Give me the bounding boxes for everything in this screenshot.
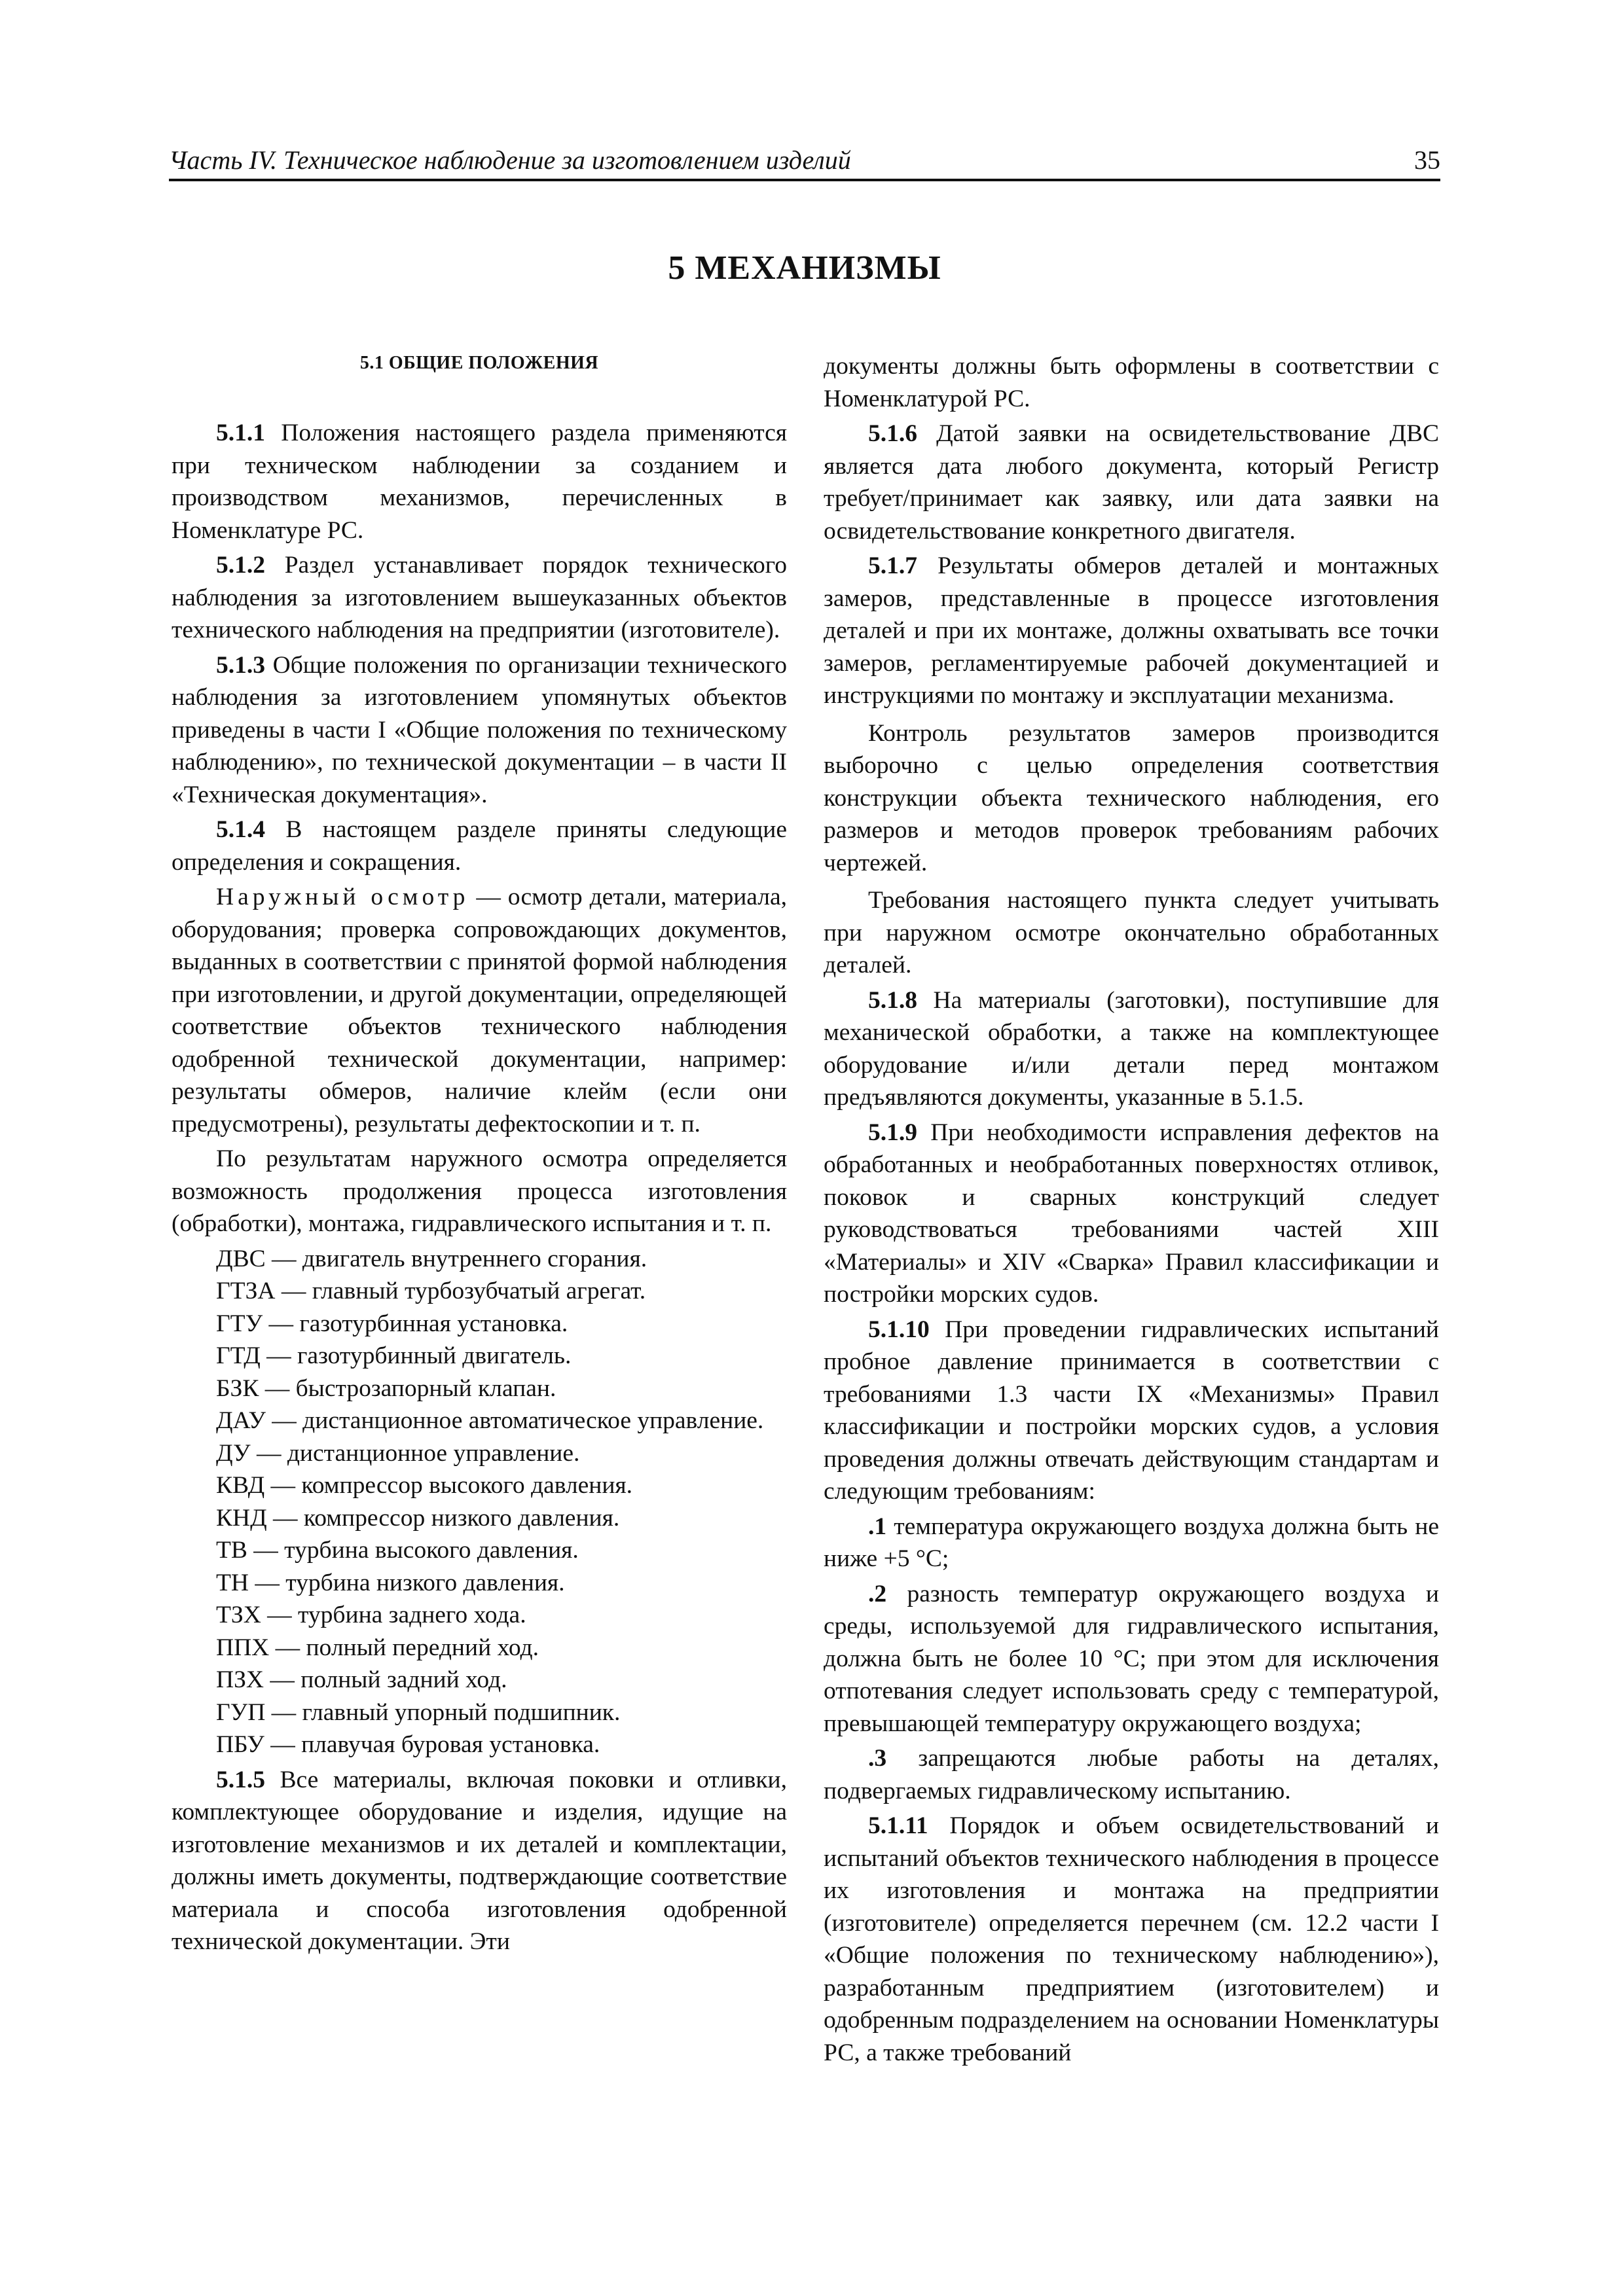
clause-number: 5.1.5 [216, 1766, 265, 1793]
abbreviation-item: КВД — компрессор высокого давления. [216, 1472, 633, 1499]
clause-number: 5.1.3 [216, 651, 265, 679]
clause-number: 5.1.1 [216, 420, 265, 446]
abbreviation-item: ГУП — главный упорный подшипник. [216, 1698, 621, 1726]
section-heading: 5.1 ОБЩИЕ ПОЛОЖЕНИЯ [359, 353, 599, 373]
abbreviation-item: ГТУ — газотурбинная установка. [216, 1310, 568, 1337]
clause-number: 5.1.9 [868, 1119, 917, 1146]
paragraph-5-1-2 [172, 549, 787, 647]
item-text: разность температур окружающего воздуха и среды, используемой для гидравлического испытания, должна быть не более 10 °С; при этом для исключения отпотевания следует использовать среду с температурой, превышающей температуру окружающего воздуха; [824, 1580, 1439, 1737]
running-title: Часть IV. Техническое наблюдение за изготовлением изделий [169, 145, 851, 175]
paragraph-text: В настоящем разделе приняты следующие определения и сокращения. [172, 816, 787, 876]
abbreviation-item: ДУ — дистанционное управление. [216, 1439, 580, 1467]
clause-number: 5.1.8 [868, 986, 917, 1014]
paragraph-text: Датой заявки на освидетельствование ДВС является дата любого документа, который Регистр требует/принимает как заявку, или дата заявки на освидетельствование конкретного двигателя. [824, 420, 1439, 545]
paragraph-5-1-1 [172, 417, 787, 547]
abbreviation-item: ТВ — турбина высокого давления. [216, 1537, 579, 1564]
item-number: .3 [868, 1745, 887, 1772]
abbreviation-item: ГТЗА — главный турбозубчатый агрегат. [216, 1278, 646, 1304]
item-text: температура окружающего воздуха должна быть не ниже +5 °С; [824, 1513, 1439, 1572]
paragraph-5-1-11 [824, 1810, 1439, 2069]
paragraph-5-1-9 [824, 1117, 1439, 1311]
item-text: запрещаются любые работы на деталях, подвергаемых гидравлическому испытанию. [824, 1745, 1439, 1804]
clause-number: 5.1.6 [868, 420, 917, 447]
left-column [172, 350, 787, 1961]
clause-number: 5.1.7 [868, 552, 917, 579]
item-number: .1 [868, 1513, 887, 1540]
abbreviation-item: ТН — турбина низкого давления. [216, 1569, 565, 1596]
right-column [824, 350, 1439, 2072]
paragraph-5-1-6 [824, 418, 1439, 547]
paragraph-5-1-5 [172, 1764, 787, 1958]
paragraph-5-1-10 [824, 1314, 1439, 1508]
item-number: .2 [868, 1580, 887, 1607]
paragraph-5-1-5-continued: документы должны быть оформлены в соответствии с Номенклатурой РС. [824, 353, 1439, 412]
definition-visual-inspection [172, 881, 787, 1140]
paragraph-text: Порядок и объем освидетельствований и испытаний объектов технического наблюдения в процессе их изготовления и монтажа на предприятии (изготовителе) определяется перечнем (см. 12.2 части I «Общие положения по техническому наблюдению»), разработанным предприятием (изготовителем) и одобренным подразделением на основании Номенклатуры РС, а также требований [824, 1812, 1439, 2066]
paragraph-text: На материалы (заготовки), поступившие для механической обработки, а также на комплектующее оборудование и/или детали перед монтажом предъявляются документы, указанные в 5.1.5. [824, 986, 1439, 1111]
list-item-2 [824, 1578, 1439, 1740]
paragraph-text: Результаты обмеров деталей и монтажных замеров, представленные в процессе изготовления деталей и при их монтаже, должны охватывать все точки замеров, регламентируемые рабочей документацией и инструкциями по монтажу и эксплуатации механизма. [824, 552, 1439, 709]
paragraph-text: Все материалы, включая поковки и отливки, комплектующее оборудование и изделия, идущие на изготовление механизмов и их деталей и комплектации, должны иметь документы, подтверждающие соответствие материала и способа изготовления одобренной технической документации. Эти [172, 1766, 787, 1955]
clause-number: 5.1.4 [216, 816, 265, 843]
abbreviation-item: БЗК — быстрозапорный клапан. [216, 1374, 556, 1402]
definition-text: — осмотр детали, материала, оборудования; проверка сопровождающих документов, выданных в соответствии с принятой формой наблюдения при изготовлении, и другой документации, определяющей соответствие объектов технического наблюдения одобренной технической документации, например: результаты обмеров, наличие клейм (если они предусмотрены), результаты дефектоскопии и т. п. [172, 884, 787, 1138]
clause-number: 5.1.2 [216, 552, 265, 579]
abbreviation-item: ППХ — полный передний ход. [216, 1634, 539, 1661]
abbreviation-item: ГТД — газотурбинный двигатель. [216, 1342, 572, 1369]
abbreviation-list [172, 1243, 787, 1761]
abbreviation-item: ТЗХ — турбина заднего хода. [216, 1602, 526, 1628]
paragraph-text: При необходимости исправления дефектов на обработанных и необработанных поверхностях отливок, поковок и сварных конструкций следует руководствоваться требованиями частей XIII «Материалы» и XIV «Сварка» Правил классификации и постройки морских судов. [824, 1119, 1439, 1308]
abbreviation-item: ДВС — двигатель внутреннего сгорания. [216, 1245, 647, 1272]
abbreviation-item: ПЗХ — полный задний ход. [216, 1666, 507, 1693]
running-header [169, 143, 1440, 179]
paragraph-5-1-4 [172, 814, 787, 878]
paragraph-text: При проведении гидравлических испытаний пробное давление принимается в соответствии с требованиями 1.3 части IX «Механизмы» Правил классификации и постройки морских судов, а условия проведения должны отвечать действующим стандартам и следующим требованиям: [824, 1316, 1439, 1505]
paragraph-text: Положения настоящего раздела применяются при техническом наблюдении за созданием и производством механизмов, перечисленных в Номенклатуре РС. [172, 420, 787, 544]
paragraph-5-1-7-requirements: Требования настоящего пункта следует учитывать при наружном осмотре окончательно обработанных деталей. [824, 887, 1439, 978]
abbreviation-item: ПБУ — плавучая буровая установка. [216, 1731, 600, 1758]
abbreviation-item: ДАУ — дистанционное автоматическое управление. [216, 1407, 764, 1434]
definition-term: Наружный осмотр [216, 884, 469, 910]
paragraph-text: Общие положения по организации технического наблюдения за изготовлением упомянутых объектов приведены в части I «Общие положения по техническому наблюдению», по технической документации – в части II «Техническая документация». [172, 651, 787, 808]
list-item-3 [824, 1742, 1439, 1807]
list-item-1 [824, 1511, 1439, 1575]
page-number: 35 [1414, 145, 1440, 175]
header-rule [169, 179, 1440, 181]
paragraph-5-1-7-control: Контроль результатов замеров производится выборочно с целью определения соответствия конструкции объекта технического наблюдения, его размеров и методов проверок требованиям рабочих чертежей. [824, 719, 1439, 876]
paragraph-visual-inspection-result: По результатам наружного осмотра определяется возможность продолжения процесса изготовления (обработки), монтажа, гидравлического испытания и т. п. [172, 1145, 787, 1237]
chapter-title: 5 МЕХАНИЗМЫ [668, 249, 941, 287]
paragraph-5-1-7 [824, 550, 1439, 712]
abbreviation-item: КНД — компрессор низкого давления. [216, 1504, 620, 1532]
clause-number: 5.1.11 [868, 1812, 928, 1839]
paragraph-text: Раздел устанавливает порядок технического наблюдения за изготовлением вышеуказанных объектов технического наблюдения на предприятии (изготовителе). [172, 552, 787, 643]
clause-number: 5.1.10 [868, 1316, 930, 1343]
paragraph-5-1-8 [824, 984, 1439, 1114]
paragraph-5-1-3 [172, 649, 787, 812]
